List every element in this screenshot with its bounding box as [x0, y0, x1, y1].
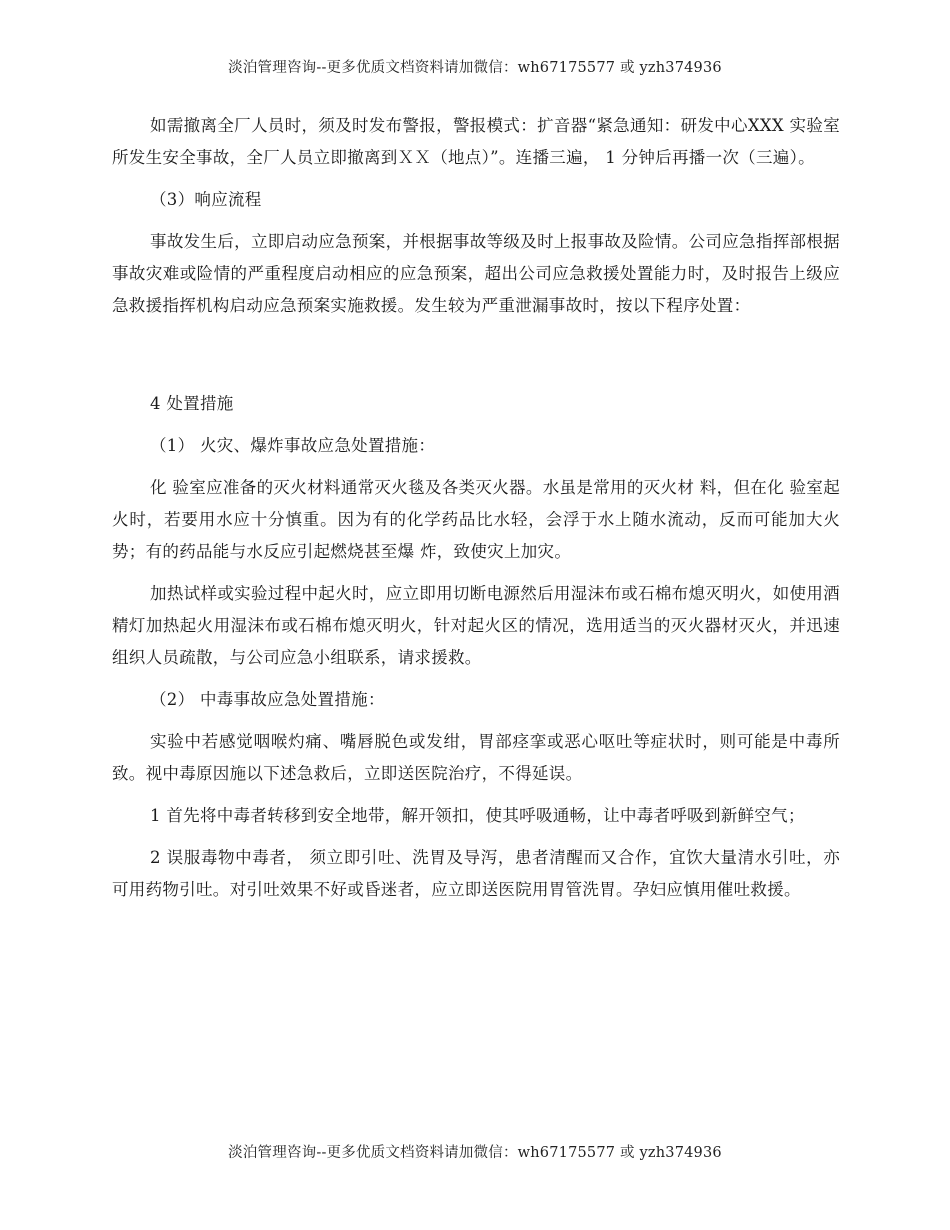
- poisoning-symptoms-paragraph: 实验中若感觉咽喉灼痛、嘴唇脱色或发绀，胃部痉挛或恶心呕吐等症状时，则可能是中毒所致。视中毒原因施以下述急救后，立即送医院治疗，不得延误。: [112, 732, 840, 783]
- document-body: [112, 110, 840, 906]
- poisoning-heading: （2） 中毒事故应急处置措施：: [150, 690, 385, 709]
- page-header: 淡泊管理咨询--更多优质文档资料请加微信：wh67175577 或 yzh374936: [228, 60, 722, 76]
- page-footer: 淡泊管理咨询--更多优质文档资料请加微信：wh67175577 或 yzh374936: [228, 1145, 722, 1161]
- poisoning-step-2: 2 误服毒物中毒者， 须立即引吐、洗胃及导泻，患者清醒而又合作，宜饮大量清水引吐，亦可用药物引吐。对引吐效果不好或昏迷者，应立即送医院用胃管洗胃。孕妇应慎用催吐救援。: [112, 848, 840, 899]
- response-process-paragraph: 事故发生后，立即启动应急预案，并根据事故等级及时上报事故及险情。公司应急指挥部根据事故灾难或险情的严重程度启动相应的应急预案，超出公司应急救援处置能力时，及时报告上级应急救援指挥机构启动应急预案实施救援。发生较为严重泄漏事故时，按以下程序处置：: [112, 232, 840, 315]
- fire-materials-paragraph: 化 验室应准备的灭火材料通常灭火毯及各类灭火器。水虽是常用的灭火材 料，但在化 验室起火时，若要用水应十分慎重。因为有的化学药品比水轻，会浮于水上随水流动，反而可能加大火势；有的药品能与水反应引起燃烧甚至爆 炸，致使灾上加灾。: [112, 478, 840, 561]
- fire-explosion-heading: （1） 火灾、爆炸事故应急处置措施：: [150, 436, 436, 455]
- fire-response-paragraph: 加热试样或实验过程中起火时，应立即用切断电源然后用湿沫布或石棉布熄灭明火，如使用酒精灯加热起火用湿沫布或石棉布熄灭明火，针对起火区的情况，选用适当的灭火器材灭火，并迅速组织人员疏散，与公司应急小组联系，请求援救。: [112, 584, 840, 667]
- section-heading-disposal-measures: 4 处置措施: [150, 394, 234, 413]
- poisoning-step-1: 1 首先将中毒者转移到安全地带，解开领扣，使其呼吸通畅，让中毒者呼吸到新鲜空气；: [150, 806, 805, 825]
- response-process-heading: （3）响应流程: [150, 190, 262, 209]
- evacuation-paragraph: 如需撤离全厂人员时，须及时发布警报，警报模式：扩音器“紧急通知：研发中心XXX 实验室所发生安全事故，全厂人员立即撤离到ＸＸ（地点）”。连播三遍， 1 分钟后再播一次（三遍）。: [112, 116, 840, 167]
